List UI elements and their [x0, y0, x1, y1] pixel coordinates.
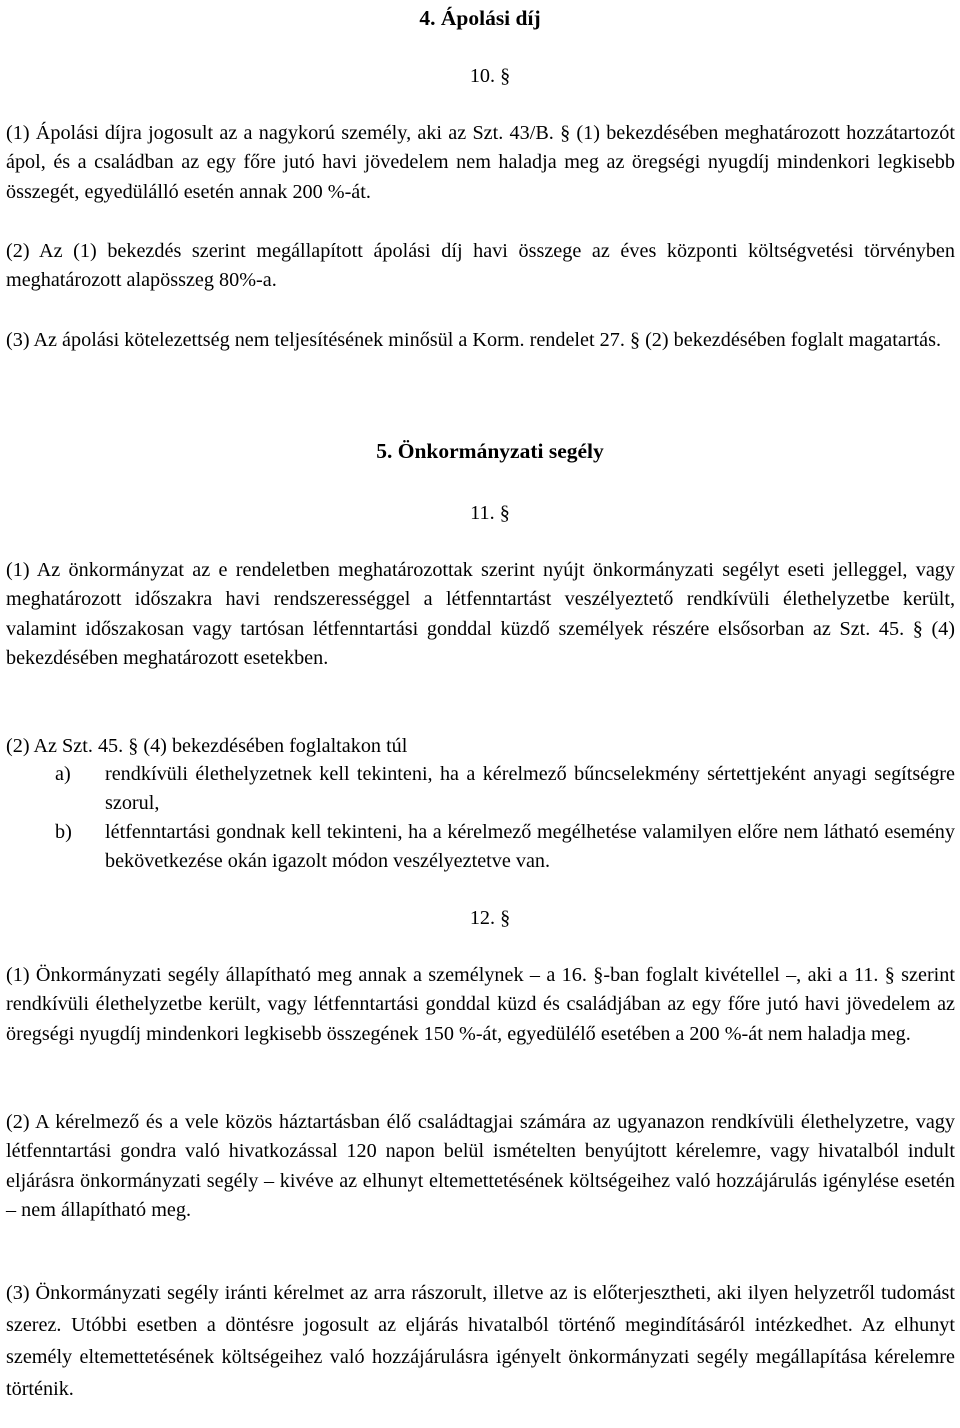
list-item-letter: a) [55, 763, 71, 785]
section-4-paragraph-1: (1) Ápolási díjra jogosult az a nagykorú személy, aki az Szt. 43/B. § (1) bekezdésében meghatározott hozzátartozót ápol, és a családban az egy főre jutó havi jövedelem nem haladja meg az öregségi nyugdíj mindenkori legkisebb összegét, egyedülálló esetén annak 200 %-át. [6, 122, 955, 203]
paragraph-12-subsection-1: (1) Önkormányzati segély állapítható meg annak a személynek – a 16. §-ban foglalt kivétellel –, aki a 11. § szerint rendkívüli élethelyzetbe került, vagy létfenntartási gonddal küzd és családjában az egy főre jutó havi jövedelem az öregségi nyugdíj mindenkori legkisebb összegének 150 %-át, egyedülélő esetében a 200 %-át nem haladja meg. [6, 964, 955, 1045]
section-4-heading: 4. Ápolási díj [419, 6, 541, 30]
paragraph-12-number: 12. § [469, 907, 511, 929]
paragraph-11-subsection-2-intro: (2) Az Szt. 45. § (4) bekezdésében foglaltakon túl [6, 735, 408, 757]
section-4-paragraph-3: (3) Az ápolási kötelezettség nem teljesítésének minősül a Korm. rendelet 27. § (2) bekezdésében foglalt magatartás. [6, 329, 942, 351]
paragraph-11-subsection-1: (1) Az önkormányzat az e rendeletben meghatározottak szerint nyújt önkormányzati segélyt eseti jelleggel, vagy meghatározott időszakra havi rendszerességgel a létfenntartást veszélyeztető rendkívüli élethelyzetbe került, valamint időszakosan vagy tartósan létfenntartási gonddal küzdő személyek részére elsősorban az Szt. 45. § (4) bekezdésében meghatározott esetekben. [6, 559, 955, 670]
section-4-paragraph-2: (2) Az (1) bekezdés szerint megállapított ápolási díj havi összege az éves központi költségvetési törvényben meghatározott alapösszeg 80%-a. [6, 240, 955, 292]
paragraph-10-number: 10. § [469, 65, 511, 87]
paragraph-12-subsection-3: (3) Önkormányzati segély iránti kérelmet az arra rászorult, illetve az is előterjesztheti, aki ilyen helyzetről tudomást szerez. Utóbbi esetben a döntésre jogosult az eljárás hivatalból történő megindításáról intézkedhet. Az elhunyt személy eltemettetésének költségeihez való hozzájárulásra igényelt önkormányzati segély megállapítása kérelemre történik. [6, 1282, 955, 1400]
paragraph-11-number: 11. § [470, 502, 510, 524]
section-5-heading: 5. Önkormányzati segély [376, 439, 604, 463]
paragraph-12-subsection-2: (2) A kérelmező és a vele közös háztartásban élő családtagjai számára az ugyanazon rendkívüli élethelyzetre, vagy létfenntartási gondra való hivatkozással 120 napon belül ismételten benyújtott kérelemre, vagy hivatalból indult eljárásra önkormányzati segély – kivéve az elhunyt eltemettetésének költségeihez való hozzájárulás igénylése esetén – nem állapítható meg. [6, 1111, 955, 1222]
list-item-text: rendkívüli élethelyzetnek kell tekinteni, ha a kérelmező bűncselekmény sértettjeként anyagi segítségre szorul, [105, 763, 955, 815]
list-item-letter: b) [55, 821, 72, 843]
list-item-text: létfenntartási gondnak kell tekinteni, ha a kérelmező megélhetése valamilyen előre nem látható esemény bekövetkezése okán igazolt módon veszélyeztetve van. [105, 821, 955, 873]
